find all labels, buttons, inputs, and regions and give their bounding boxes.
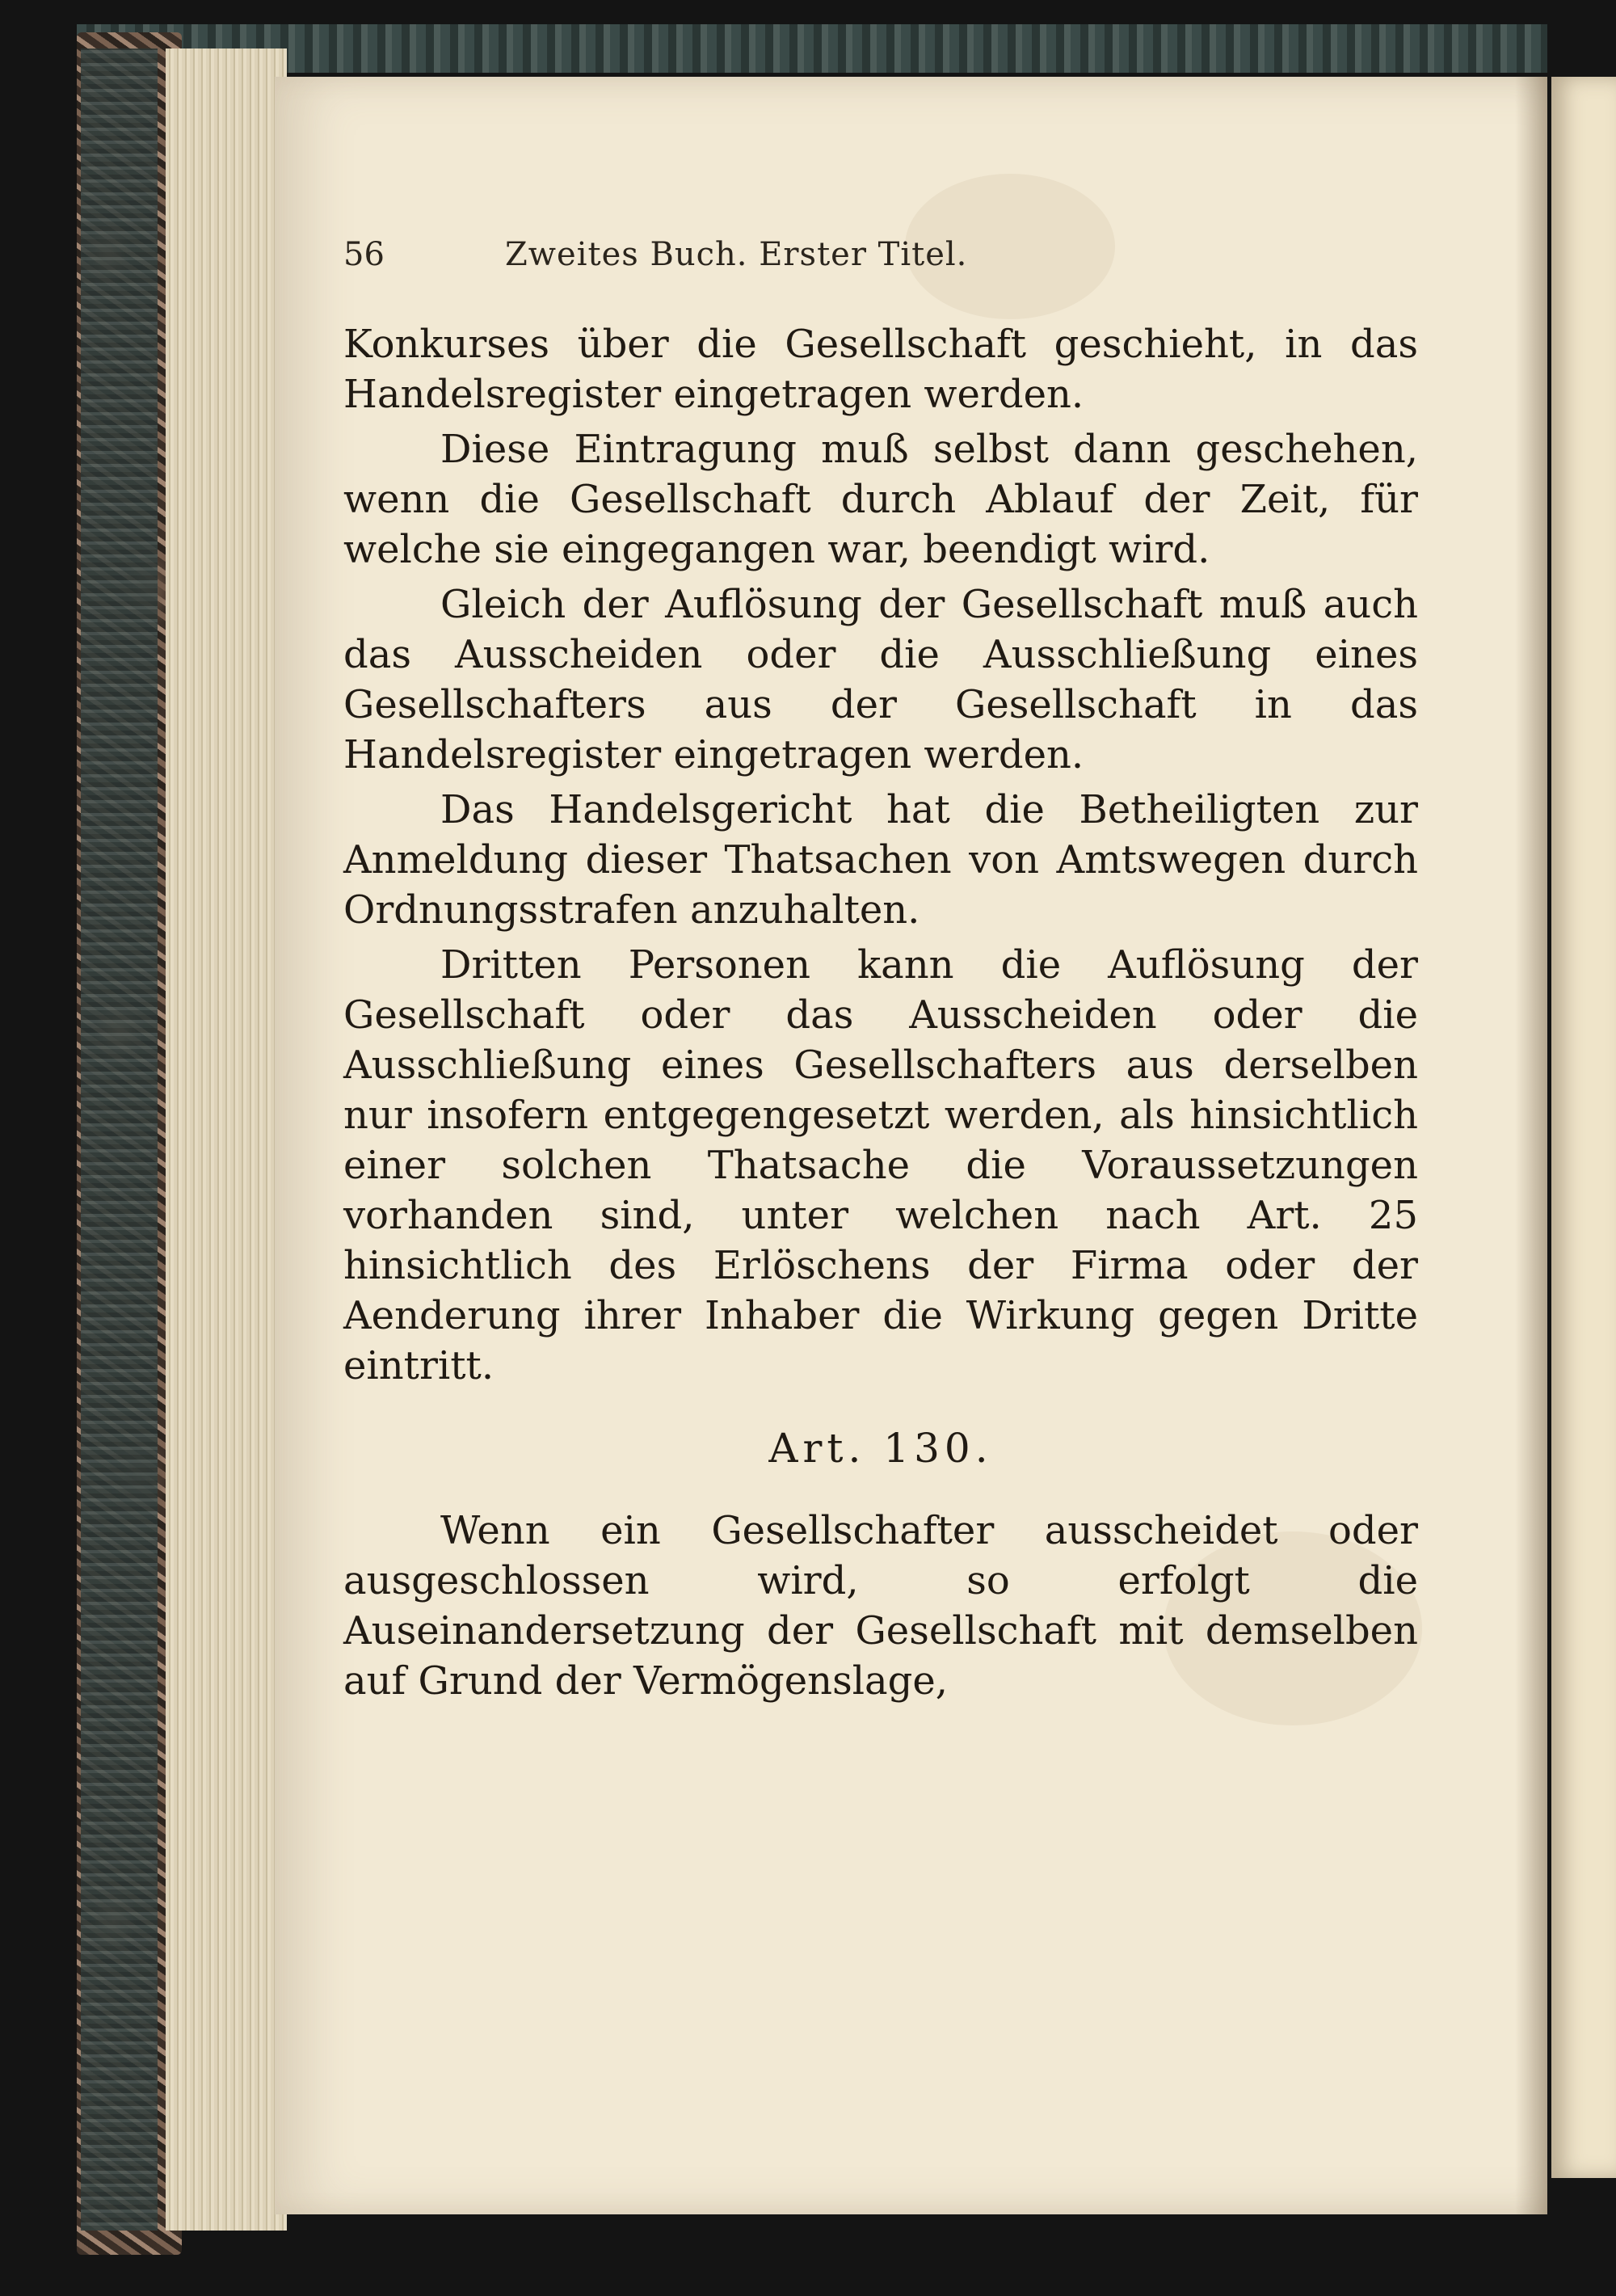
cloth-binding <box>81 48 158 2231</box>
cover-top-edge <box>77 24 1547 73</box>
paragraph: Wenn ein Gesellschafter ausscheidet oder ausgeschlossen wird, so erfolgt die Auseinandersetzung der Gesellschaft mit demselben auf Grund der Vermögenslage, <box>343 1508 1418 1704</box>
paragraph: Dritten Personen kann die Auflösung der Gesellschaft oder das Ausscheiden oder die Ausschließung eines Gesellschafters aus derselben nur insofern entgegengesetzt werden, als hinsichtlich einer solchen Thatsache die Voraussetzungen vorhanden sind, unter welchen nach Art. 25 hinsichtlich des Erlöschens der Firma oder der Aenderung ihrer Inhaber die Wirkung gegen Dritte eintritt. <box>343 942 1418 1388</box>
page-block-edges <box>166 48 287 2231</box>
page-header <box>343 226 1281 291</box>
running-head: Zweites Buch. Erster Titel. <box>505 236 968 273</box>
body-text <box>343 319 1418 1711</box>
page-number: 56 <box>343 236 385 273</box>
spine-shadow <box>1515 77 1547 2214</box>
paragraph: Das Handelsgericht hat die Betheiligten zur Anmeldung dieser Thatsachen von Amtswegen durch Ordnungsstrafen anzuhalten. <box>343 787 1418 933</box>
paragraph: Gleich der Auflösung der Gesellschaft muß auch das Ausscheiden oder die Ausschließung eines Gesellschafters aus der Gesellschaft in das Handelsregister eingetragen werden. <box>343 582 1418 777</box>
paragraph: Konkurses über die Gesellschaft geschieht, in das Handelsregister eingetragen werden. <box>343 322 1418 417</box>
facing-page-edge <box>1551 77 1616 2178</box>
article-heading: Art. 130. <box>768 1425 993 1472</box>
paragraph: Diese Eintragung muß selbst dann geschehen, wenn die Gesellschaft durch Ablauf der Zeit, für welche sie eingegangen war, beendigt wird. <box>343 427 1418 572</box>
